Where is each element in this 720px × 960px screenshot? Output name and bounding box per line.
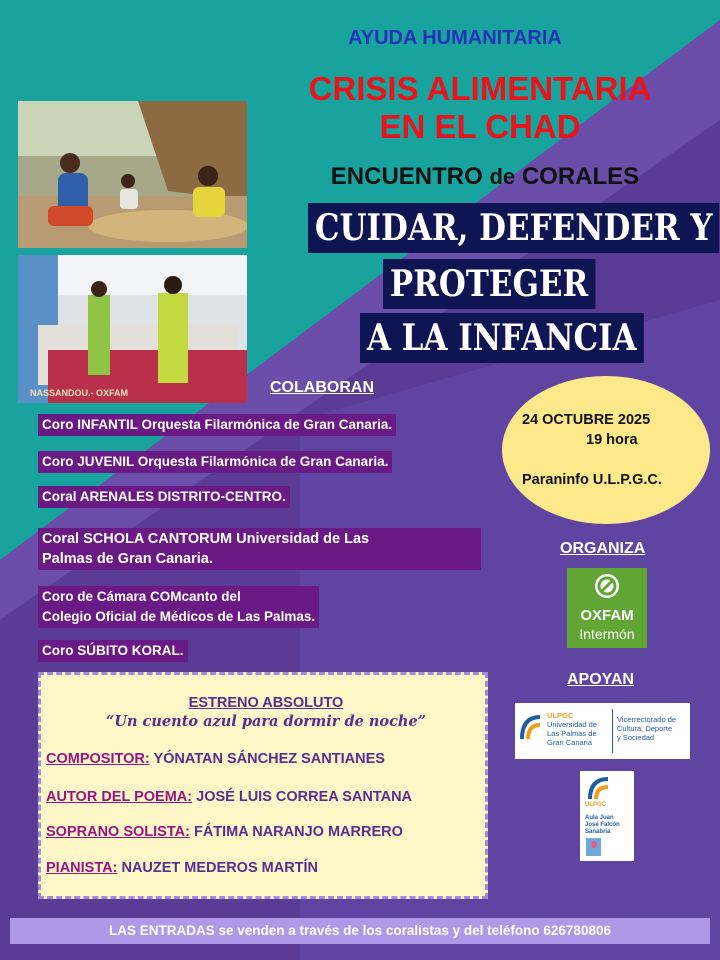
ulpgc-acronym: ULPGC — [547, 711, 574, 720]
choir-item: Coro SÚBITO KORAL. — [38, 640, 188, 662]
event-time: 19 hora — [586, 432, 638, 448]
vicerrectorado-name — [617, 715, 676, 742]
ulpgc-emblem-icon — [520, 713, 542, 741]
photo-credit: NASSANDOU.- OXFAM — [30, 388, 129, 398]
credit-value: NAUZET MEDEROS MARTÍN — [121, 860, 319, 876]
oxfam-logo-subtext: Intermón — [579, 626, 635, 642]
slogan-line2: PROTEGER — [383, 259, 595, 309]
main-title-line1: CRISIS ALIMENTARIA — [308, 70, 652, 107]
credit-poet — [46, 789, 412, 805]
credit-pianist — [46, 860, 318, 876]
premiere-box — [38, 672, 488, 899]
vicerrectorado-line: Vicerrectorado de — [617, 715, 677, 724]
oxfam-logo — [567, 568, 647, 648]
credit-label: SOPRANO SOLISTA: — [46, 824, 190, 840]
ulpgc-name-line: Gran Canaria — [547, 738, 593, 747]
event-venue: Paraninfo U.L.P.G.C. — [522, 472, 662, 488]
aula-portrait-face — [591, 841, 597, 848]
ulpgc-name-line: Las Palmas de — [547, 729, 597, 738]
slogan-line3: A LA INFANCIA — [360, 313, 644, 363]
choir-item-line: Coral SCHOLA CANTORUM Universidad de Las — [42, 531, 370, 547]
vicerrectorado-line: y Sociedad — [617, 733, 655, 742]
credit-value: YÓNATAN SÁNCHEZ SANTIANES — [153, 751, 385, 767]
aula-name — [585, 815, 620, 836]
event-subtitle — [280, 163, 690, 191]
aula-portrait-icon — [586, 838, 601, 856]
credit-value: FÁTIMA NARANJO MARRERO — [193, 824, 403, 840]
credit-soprano — [46, 824, 403, 840]
main-title-line2: EN EL CHAD — [379, 108, 581, 145]
oxfam-symbol-svg — [595, 574, 619, 598]
supertitle: AYUDA HUMANITARIA — [348, 27, 562, 49]
subtitle-part1: ENCUENTRO — [330, 163, 483, 190]
ulpgc-name-line: Universidad de — [547, 720, 598, 729]
subtitle-part3: CORALES — [521, 163, 640, 190]
logo-divider — [612, 709, 613, 753]
oxfam-logo-text: OXFAM — [580, 607, 634, 624]
credit-composer — [46, 751, 385, 767]
slogan-line1: CUIDAR, DEFENDER Y — [308, 203, 719, 253]
subtitle-part2: de — [489, 164, 516, 189]
aula-name-line: José Falcón — [585, 822, 620, 828]
credit-label: AUTOR DEL POEMA: — [46, 789, 193, 805]
choir-item-line: Palmas de Gran Canaria. — [42, 551, 213, 567]
choir-item: Coro JUVENIL Orquesta Filarmónica de Gran Canaria. — [38, 451, 392, 473]
oxfam-symbol-icon — [595, 574, 619, 598]
photo-family-illustration — [18, 101, 247, 248]
colaboran-heading: COLABORAN — [270, 379, 374, 396]
credit-value: JOSÉ LUIS CORREA SANTANA — [196, 789, 413, 805]
photo-family-market — [18, 101, 247, 248]
apoyan-heading: APOYAN — [567, 671, 634, 688]
aula-acronym: ULPGC — [585, 802, 606, 808]
aula-name-line: Aula Juan — [585, 815, 614, 821]
photo-distribution-illustration — [18, 255, 247, 403]
main-title — [250, 70, 710, 146]
event-info-badge — [502, 376, 710, 524]
choir-item-line: Colegio Oficial de Médicos de Las Palmas. — [42, 609, 316, 624]
event-date: 24 OCTUBRE 2025 — [522, 412, 651, 428]
choir-item-multiline — [38, 586, 319, 628]
photo-food-distribution — [18, 255, 247, 403]
premiere-work-title: “Un cuento azul para dormir de noche” — [105, 713, 427, 730]
ulpgc-vicerrectorado-logo — [515, 703, 690, 759]
credit-label: PIANISTA: — [46, 860, 118, 876]
aula-logo — [580, 771, 634, 861]
choir-item-line: Coro de Cámara COMcanto del — [42, 589, 241, 604]
choir-item: Coral ARENALES DISTRITO-CENTRO. — [38, 486, 290, 508]
premiere-heading: ESTRENO ABSOLUTO — [188, 695, 344, 711]
aula-name-line: Sanabria — [585, 829, 611, 835]
choir-item-multiline — [38, 528, 481, 570]
tickets-banner: LAS ENTRADAS se venden a través de los coralistas y del teléfono 626780806 — [10, 918, 710, 944]
aula-emblem-icon — [588, 775, 610, 801]
vicerrectorado-line: Cultura, Deporte — [617, 724, 673, 733]
credit-label: COMPOSITOR: — [46, 751, 150, 767]
ulpgc-name — [547, 711, 597, 747]
organiza-heading: ORGANIZA — [560, 540, 646, 557]
choir-item: Coro INFANTIL Orquesta Filarmónica de Gran Canaria. — [38, 414, 396, 436]
